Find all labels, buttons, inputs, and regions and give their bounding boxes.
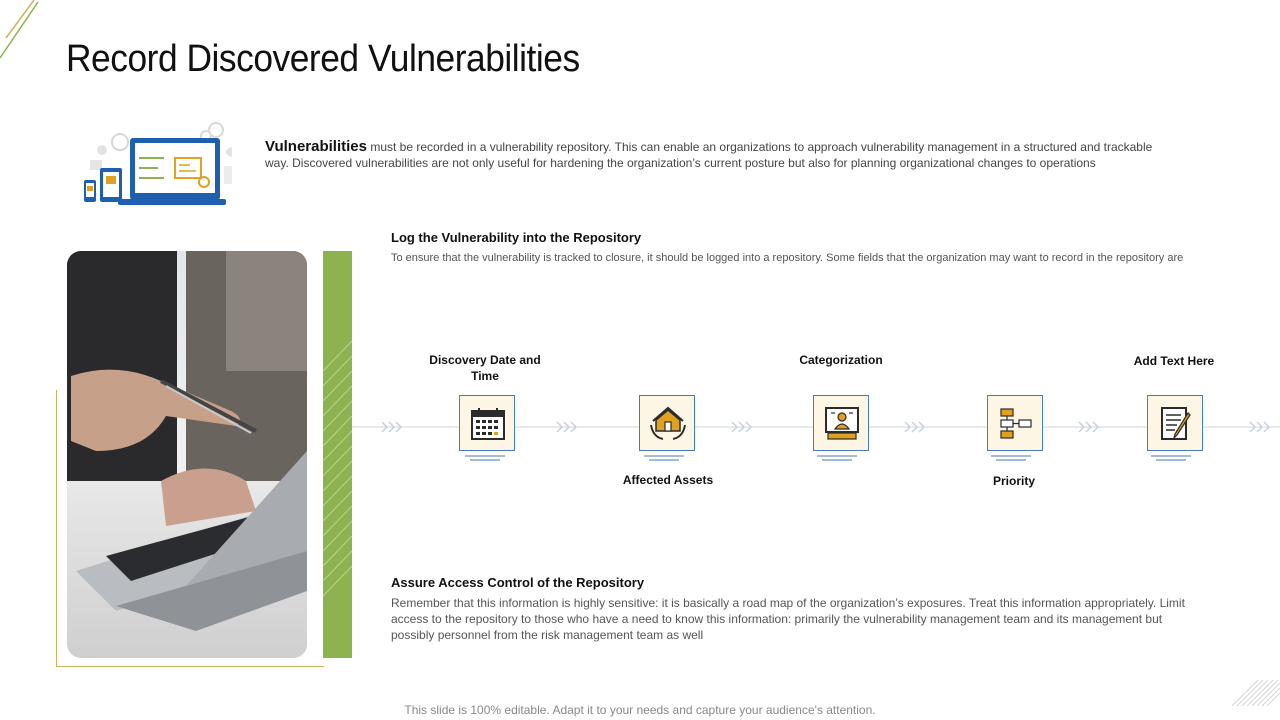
step-box-affected-assets	[639, 395, 695, 451]
calendar-icon	[469, 405, 507, 443]
access-section-heading: Assure Access Control of the Repository	[391, 575, 645, 590]
step-box-categorization	[813, 395, 869, 451]
step-label-affected-assets: Affected Assets	[622, 473, 714, 487]
photo-frame-bottom	[56, 666, 324, 667]
step-label-priority: Priority	[992, 474, 1035, 488]
corner-decoration	[0, 0, 40, 60]
corner-hatch	[1232, 680, 1280, 706]
accent-bar	[323, 251, 352, 658]
access-section-body: Remember that this information is highly sensitive: it is basically a road map of the organization’s exposures. Treat this information appropriately. Limit access to the repository to those who have a need to know this information: primarily the vulnerability management team and its management but possibly personnel from the risk management team as well	[391, 596, 1185, 642]
document-pen-icon	[1157, 405, 1195, 443]
intro-lead: Vulnerabilities	[265, 138, 367, 155]
photo-frame-left	[56, 390, 57, 667]
step-box-priority	[987, 395, 1043, 451]
step-label-discovery-date: Discovery Date and Time	[429, 353, 541, 383]
intro-paragraph	[265, 139, 1165, 171]
flowchart-icon	[997, 405, 1035, 443]
intro-text: must be recorded in a vulnerability repository. This can enable an organizations to approach vulnerability management in a structured and trackable way. Discovered vulnerabilities are not only useful for hardening the organization’s current posture but also for planning organizational changes to operations	[265, 140, 1153, 170]
presentation-icon	[823, 405, 861, 443]
step-label-categorization: Categorization	[799, 353, 883, 367]
log-section-body: To ensure that the vulnerability is tracked to closure, it should be logged into a repository. Some fields that the organization may want to record in the repository are	[391, 252, 1184, 264]
log-section-heading: Log the Vulnerability into the Repository	[391, 230, 642, 245]
footer-note: This slide is 100% editable. Adapt it to your needs and capture your audience's attention.	[404, 703, 876, 717]
process-flow	[352, 353, 1280, 500]
step-box-discovery-date	[459, 395, 515, 451]
home-hands-icon	[649, 405, 687, 443]
step-box-add-text	[1147, 395, 1203, 451]
accent-bar-hatch	[323, 251, 352, 658]
step-label-add-text: Add Text Here	[1133, 354, 1215, 368]
devices-illustration-icon	[82, 120, 232, 210]
page-title: Record Discovered Vulnerabilities	[66, 38, 580, 80]
laptop-photo	[56, 251, 316, 661]
